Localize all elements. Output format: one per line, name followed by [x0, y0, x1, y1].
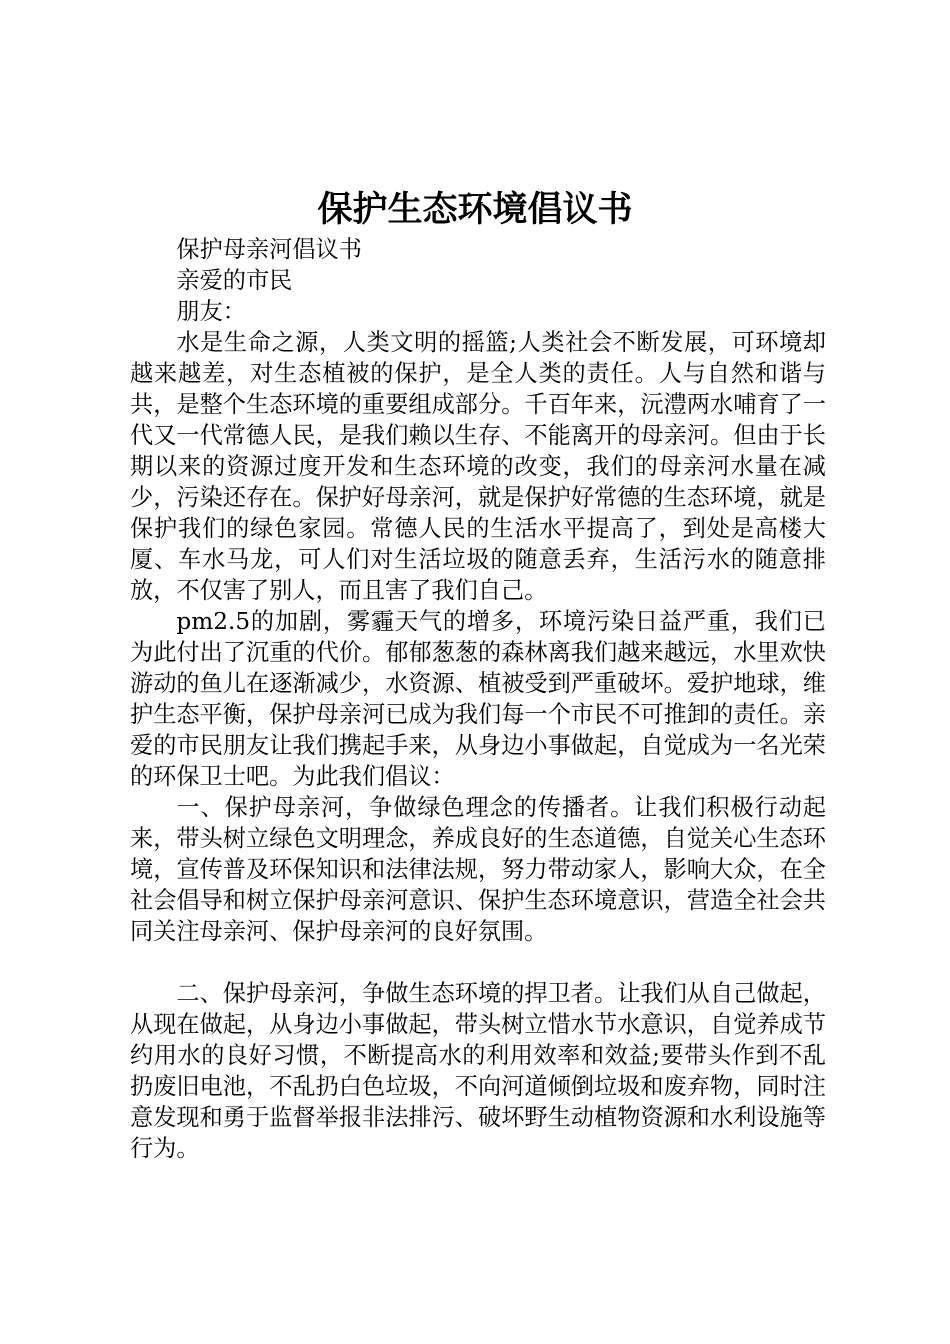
body-paragraph: 一、保护母亲河，争做绿色理念的传播者。让我们积极行动起来，带头树立绿色文明理念，养成良好的生态道德，自觉关心生态环境，宣传普及环保知识和法律法规，努力带动家人，影响大众，在全社会倡导和树立保护母亲河意识、保护生态环境意识，营造全社会共同关注母亲河、保护母亲河的良好氛围。: [130, 794, 826, 945]
body-paragraph: 水是生命之源，人类文明的摇篮;人类社会不断发展，可环境却越来越差，对生态植被的保护，是全人类的责任。人与自然和谐与共，是整个生态环境的重要组成部分。千百年来，沅澧两水哺育了一代又一代常德人民，是我们赖以生存、不能离开的母亲河。但由于长期以来的资源过度开发和生态环境的改变，我们的母亲河水量在减少，污染还存在。保护好母亲河，就是保护好常德的生态环境，就是保护我们的绿色家园。常德人民的生活水平提高了，到处是高楼大厦、车水马龙，可人们对生活垃圾的随意丢弃，生活污水的随意排放，不仅害了别人，而且害了我们自己。: [130, 329, 826, 604]
salutation-line: 亲爱的市民: [176, 267, 293, 294]
document-body: [130, 234, 826, 1164]
body-paragraph: 二、保护母亲河，争做生态环境的捍卫者。让我们从自己做起，从现在做起，从身边小事做起，带头树立惜水节水意识，自觉养成节约用水的良好习惯，不断提高水的利用效率和效益;要带头作到不乱扔废旧电池，不乱扔白色垃圾，不向河道倾倒垃圾和废弃物，同时注意发现和勇于监督举报非法排污、破坏野生动植物资源和水利设施等行为。: [130, 980, 826, 1162]
salutation-line: 朋友：: [176, 298, 246, 325]
body-paragraph: pm2.5的加剧，雾霾天气的增多，环境污染日益严重，我们已为此付出了沉重的代价。郁郁葱葱的森林离我们越来越远，水里欢快游动的鱼儿在逐渐减少，水资源、植被受到严重破坏。爱护地球，维护生态平衡，保护母亲河已成为我们每一个市民不可推卸的责任。亲爱的市民朋友让我们携起手来，从身边小事做起，自觉成为一名光荣的环保卫士吧。为此我们倡议：: [130, 608, 826, 790]
document-title: 保护生态环境倡议书: [317, 190, 633, 230]
subtitle-paragraph: 保护母亲河倡议书: [176, 236, 362, 263]
